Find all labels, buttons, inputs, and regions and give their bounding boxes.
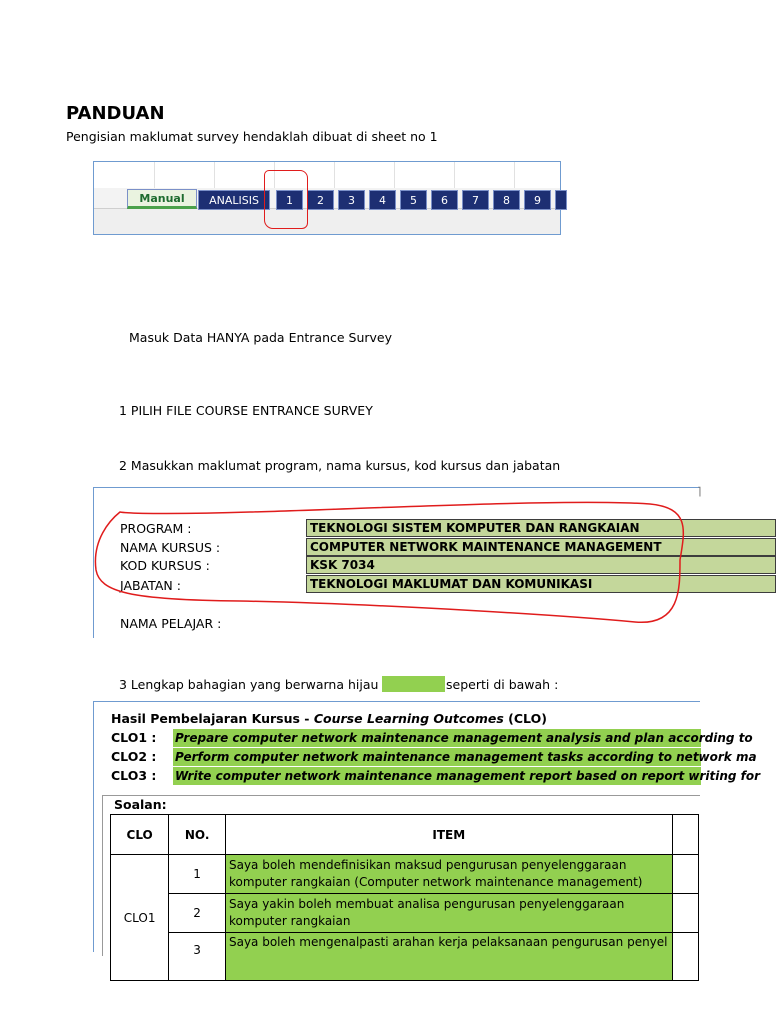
extra-cell — [672, 933, 698, 981]
green-color-swatch — [382, 676, 445, 692]
grid-line — [454, 162, 455, 188]
kod-kursus-label: KOD KURSUS : — [120, 558, 210, 573]
tab-sheet-9[interactable]: 9 — [524, 190, 551, 210]
item-line: komputer rangkaian (Computer network maintenance management) — [228, 875, 643, 889]
header-item: ITEM — [225, 815, 672, 855]
page-title: PANDUAN — [66, 103, 165, 124]
red-circle-annotation — [90, 500, 695, 630]
header-extra — [672, 815, 698, 855]
clo-heading-italic: Course Learning Outcomes — [313, 711, 504, 726]
row-number: 1 — [169, 855, 226, 894]
tab-sheet-2[interactable]: 2 — [307, 190, 334, 210]
tab-sheet-3[interactable]: 3 — [338, 190, 365, 210]
grid-line — [334, 162, 335, 188]
question-table-container — [110, 814, 699, 957]
tab-analisis[interactable]: ANALISIS — [198, 190, 270, 210]
item-line: Saya boleh mendefinisikan maksud pengurusan penyelenggaraan — [228, 858, 627, 872]
tab-sheet-next[interactable] — [555, 190, 567, 210]
clo1-label: CLO1 : — [111, 730, 157, 745]
item-cell[interactable] — [225, 894, 672, 933]
grid-line — [214, 162, 215, 188]
table-row — [111, 855, 699, 894]
grid-line — [154, 162, 155, 188]
table-header-row — [111, 815, 699, 855]
tab-sheet-5[interactable]: 5 — [400, 190, 427, 210]
kod-kursus-field[interactable]: KSK 7034 — [306, 556, 776, 574]
tab-manual[interactable]: Manual — [127, 189, 197, 209]
tab-sheet-7[interactable]: 7 — [462, 190, 489, 210]
scrollbar-area — [94, 208, 560, 234]
header-no: NO. — [169, 815, 226, 855]
tab-sheet-8[interactable]: 8 — [493, 190, 520, 210]
clo2-text[interactable]: Perform computer network maintenance management tasks according to network ma — [175, 750, 757, 764]
soalan-label: Soalan: — [114, 797, 167, 812]
tab-sheet-6[interactable]: 6 — [431, 190, 458, 210]
step-2-text: 2 Masukkan maklumat program, nama kursus, kod kursus dan jabatan — [119, 458, 561, 473]
item-line: Saya yakin boleh membuat analisa pengurusan penyelenggaraan — [228, 897, 625, 911]
program-label: PROGRAM : — [120, 521, 192, 536]
row-number: 3 — [169, 933, 226, 981]
sheet-tab-strip — [93, 161, 561, 235]
question-table — [110, 814, 699, 981]
clo-heading-prefix: Hasil Pembelajaran Kursus - — [111, 711, 314, 726]
item-cell[interactable] — [225, 933, 672, 981]
row-number: 2 — [169, 894, 226, 933]
clo2-label: CLO2 : — [111, 749, 157, 764]
red-highlight-annotation — [264, 170, 308, 229]
item-cell[interactable] — [225, 855, 672, 894]
page-subtitle: Pengisian maklumat survey hendaklah dibuat di sheet no 1 — [66, 129, 438, 144]
entrance-note: Masuk Data HANYA pada Entrance Survey — [129, 330, 393, 345]
item-line: Saya boleh mengenalpasti arahan kerja pelaksanaan pengurusan penyel — [228, 935, 668, 949]
grid-line — [514, 162, 515, 188]
nama-pelajar-label: NAMA PELAJAR : — [120, 616, 222, 631]
clo-heading-suffix: (CLO) — [503, 711, 547, 726]
nama-kursus-label: NAMA KURSUS : — [120, 540, 221, 555]
program-field[interactable]: TEKNOLOGI SISTEM KOMPUTER DAN RANGKAIAN — [306, 519, 776, 537]
extra-cell — [672, 894, 698, 933]
jabatan-label: JABATAN : — [120, 578, 181, 593]
grid-row — [94, 162, 560, 188]
clo3-text[interactable]: Write computer network maintenance management report based on report writing for — [175, 769, 761, 783]
grid-line — [394, 162, 395, 188]
nama-kursus-field[interactable]: COMPUTER NETWORK MAINTENANCE MANAGEMENT — [306, 538, 776, 556]
table-row — [111, 933, 699, 981]
item-line: komputer rangkaian — [228, 914, 351, 928]
clo1-text[interactable]: Prepare computer network maintenance management analysis and plan according to — [175, 731, 753, 745]
step-3-text: 3 Lengkap bahagian yang berwarna hijau — [119, 677, 379, 692]
tab-sheet-1[interactable]: 1 — [276, 190, 303, 210]
header-clo: CLO — [111, 815, 169, 855]
step-1-text: 1 PILIH FILE COURSE ENTRANCE SURVEY — [119, 403, 373, 418]
table-row — [111, 894, 699, 933]
tab-sheet-4[interactable]: 4 — [369, 190, 396, 210]
clo-heading — [111, 711, 547, 726]
step-3-tail-text: seperti di bawah : — [446, 677, 559, 692]
jabatan-field[interactable]: TEKNOLOGI MAKLUMAT DAN KOMUNIKASI — [306, 575, 776, 593]
clo-group-cell: CLO1 — [111, 855, 169, 981]
extra-cell — [672, 855, 698, 894]
corner-mark: ⌉ — [697, 485, 702, 498]
clo3-label: CLO3 : — [111, 768, 157, 783]
